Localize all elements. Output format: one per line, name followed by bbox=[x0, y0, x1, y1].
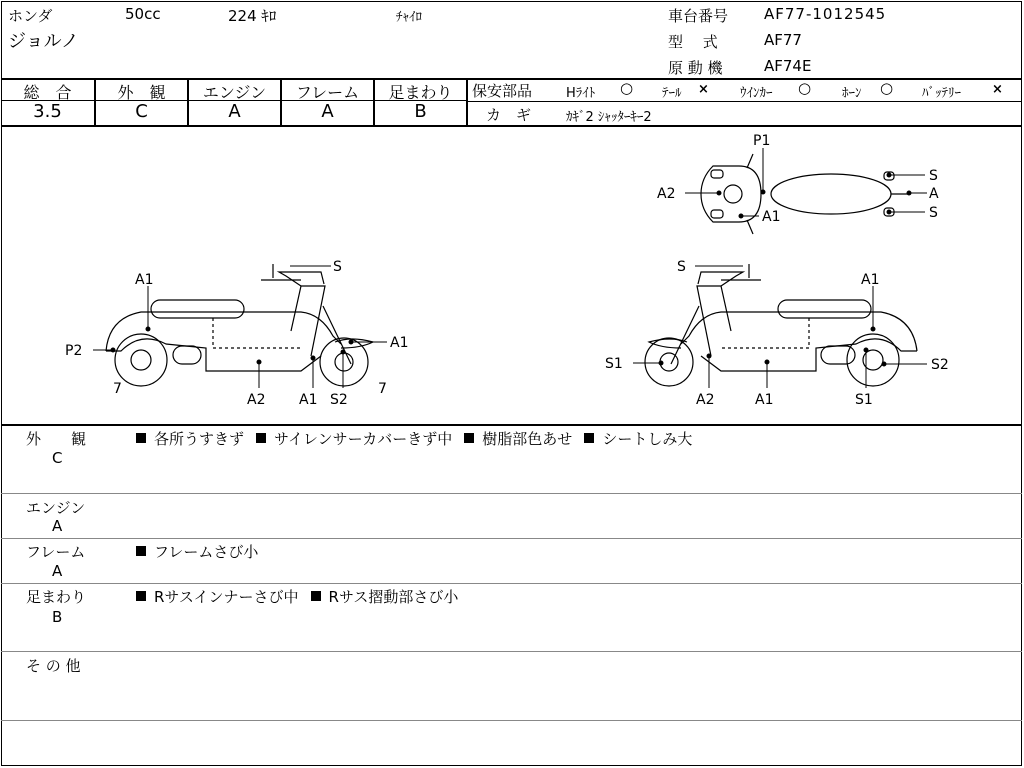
engine-type-value: AF74E bbox=[764, 57, 812, 75]
overall-label: 総 合 bbox=[23, 83, 72, 102]
defect-item: 各所うすきず bbox=[154, 430, 245, 448]
frame-defects bbox=[136, 541, 270, 562]
divider bbox=[1, 493, 1022, 494]
divider bbox=[1, 720, 1022, 721]
engine-type-label: 原 動 機 bbox=[668, 59, 723, 77]
remark-suspension-grade: B bbox=[52, 608, 63, 626]
diagram-label: S2 bbox=[330, 392, 348, 408]
divider bbox=[1, 424, 1022, 426]
diagram-label: S bbox=[929, 205, 938, 221]
diagram-label: A1 bbox=[390, 335, 409, 351]
diagram-label: S1 bbox=[605, 356, 623, 372]
diagram-label: A2 bbox=[247, 392, 266, 408]
overall-grade: 3.5 bbox=[33, 101, 62, 122]
diagram-label: A1 bbox=[135, 272, 154, 288]
exterior-label: 外 観 bbox=[117, 83, 166, 102]
suspension-defects bbox=[136, 586, 470, 607]
defect-item: Rサス摺動部さび小 bbox=[328, 588, 459, 606]
remark-exterior-label: 外 観 bbox=[26, 430, 87, 448]
engine-label: エンジン bbox=[202, 83, 267, 102]
body-color: ﾁｬｲﾛ bbox=[396, 10, 422, 25]
remark-other-label: そ の 他 bbox=[26, 657, 81, 675]
displacement: 50cc bbox=[125, 5, 161, 23]
headlight-mark: ○ bbox=[620, 79, 634, 97]
battery-mark: × bbox=[992, 82, 1003, 97]
remark-suspension-label: 足まわり bbox=[26, 588, 87, 606]
key-label: カ ギ bbox=[486, 106, 532, 124]
frame-no-label: 車台番号 bbox=[668, 7, 729, 25]
exterior-defects bbox=[136, 428, 704, 449]
divider bbox=[1, 583, 1022, 584]
suspension-grade: B bbox=[414, 101, 427, 122]
battery-label: ﾊﾞｯﾃﾘｰ bbox=[922, 86, 961, 101]
divider bbox=[1, 538, 1022, 539]
diagram-label: S bbox=[677, 259, 686, 275]
diagram-label: S bbox=[929, 168, 938, 184]
model-name: ジョルノ bbox=[8, 31, 79, 52]
frame-grade: A bbox=[321, 101, 334, 122]
diagram-label: S bbox=[333, 259, 342, 275]
diagram-label: S2 bbox=[931, 357, 949, 373]
horn-label: ﾎｰﾝ bbox=[842, 86, 862, 101]
diagram-label: A1 bbox=[762, 209, 781, 225]
defect-item: 樹脂部色あせ bbox=[482, 430, 573, 448]
taillight-mark: × bbox=[698, 82, 709, 97]
diagram-label: A1 bbox=[861, 272, 880, 288]
mileage: 224 ｷﾛ bbox=[228, 7, 277, 25]
type-value: AF77 bbox=[764, 31, 802, 49]
frame-label: フレーム bbox=[295, 83, 360, 102]
remark-engine-grade: A bbox=[52, 517, 63, 535]
diagram-label: S1 bbox=[855, 392, 873, 408]
defect-item: フレームさび小 bbox=[154, 543, 259, 561]
diagram-label: A1 bbox=[755, 392, 774, 408]
diagram-label: A bbox=[929, 186, 939, 202]
diagram-label: 7 bbox=[378, 381, 387, 397]
defect-item: シートしみ大 bbox=[602, 430, 693, 448]
remark-exterior-grade: C bbox=[52, 449, 63, 467]
taillight-label: ﾃｰﾙ bbox=[662, 86, 682, 101]
divider bbox=[1, 651, 1022, 652]
type-label: 型 式 bbox=[668, 33, 718, 51]
maker-name: ホンダ bbox=[8, 7, 53, 25]
diagram-label: P2 bbox=[65, 343, 83, 359]
top-view bbox=[701, 154, 911, 234]
engine-grade: A bbox=[228, 101, 241, 122]
exterior-grade: C bbox=[135, 101, 148, 122]
diagram-label: A2 bbox=[657, 186, 676, 202]
diagram-label: A1 bbox=[299, 392, 318, 408]
remark-engine-label: エンジン bbox=[26, 499, 86, 517]
divider bbox=[466, 78, 468, 126]
horn-mark: ○ bbox=[880, 79, 894, 97]
winker-mark: ○ bbox=[798, 79, 812, 97]
key-value: ｶｷﾞ2 ｼｬｯﾀｰｷｰ2 bbox=[566, 110, 652, 125]
remark-frame-label: フレーム bbox=[26, 543, 86, 561]
diagram-label: 7 bbox=[113, 381, 122, 397]
suspension-label: 足まわり bbox=[388, 83, 453, 102]
winker-label: ｳｲﾝｶｰ bbox=[740, 86, 773, 101]
frame-no: AF77-1012545 bbox=[764, 5, 887, 23]
defect-item: Rサスインナーさび中 bbox=[154, 588, 299, 606]
headlight-label: Hﾗｲﾄ bbox=[566, 86, 596, 101]
safety-label: 保安部品 bbox=[472, 82, 533, 100]
diagram-label: P1 bbox=[753, 133, 771, 149]
divider bbox=[468, 101, 1022, 102]
scooter-diagram bbox=[1, 126, 1021, 426]
defect-item: サイレンサーカバーきず中 bbox=[274, 430, 453, 448]
diagram-label: A2 bbox=[696, 392, 715, 408]
remark-frame-grade: A bbox=[52, 562, 63, 580]
